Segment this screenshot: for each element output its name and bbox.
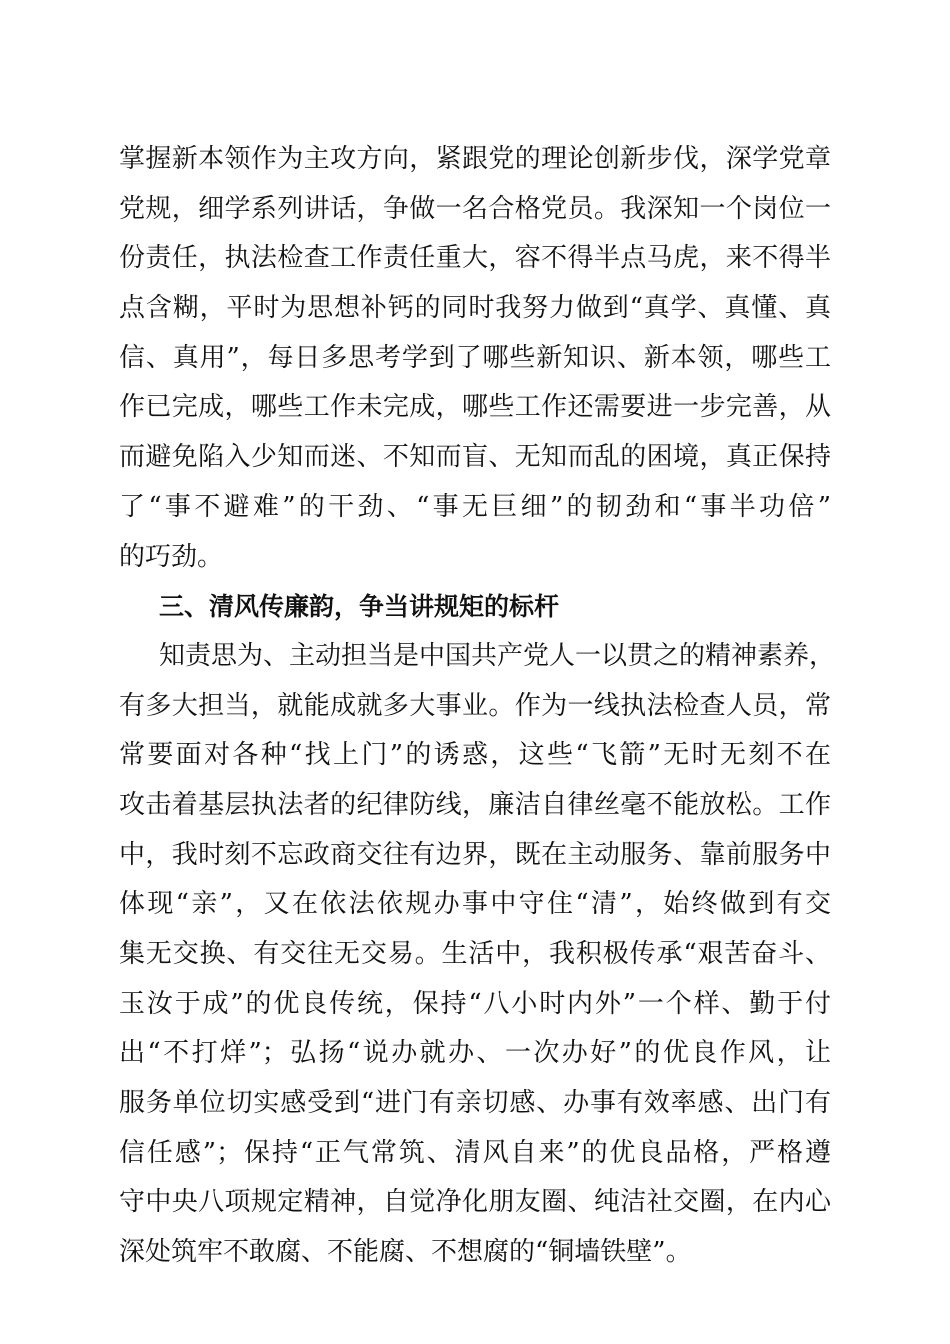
paragraph-line: 有多大担当，就能成就多大事业。作为一线执法检查人员，常: [119, 690, 831, 721]
paragraph-line: 集无交换、有交往无交易。生活中，我积极传承“艰苦奋斗、: [119, 939, 831, 969]
paragraph-continued: [119, 135, 831, 582]
paragraph-line: 点含糊，平时为思想补钙的同时我努力做到“真学、真懂、真: [119, 293, 831, 324]
paragraph-line: 服务单位切实感受到“进门有亲切感、办事有效率感、出门有: [119, 1088, 831, 1119]
paragraph-line: 作已完成，哪些工作未完成，哪些工作还需要进一步完善，从: [119, 392, 831, 423]
paragraph-section-three: [119, 632, 836, 1278]
paragraph-line: 信任感”；保持“正气常筑、清风自来”的优良品格，严格遵: [119, 1137, 831, 1168]
document-body: [119, 135, 836, 1278]
paragraph-line: 而避免陷入少知而迷、不知而盲、无知而乱的困境，真正保持: [119, 442, 831, 473]
paragraph-line: 玉汝于成”的优良传统，保持“八小时内外”一个样、勤于付: [119, 988, 831, 1019]
paragraph-line: 了“事不避难”的干劲、“事无巨细”的韧劲和“事半功倍”: [119, 491, 831, 522]
paragraph-line: 的巧劲。: [119, 541, 224, 572]
paragraph-line: 出“不打烊”；弘扬“说办就办、一次办好”的优良作风，让: [119, 1038, 831, 1069]
paragraph-line: 党规，细学系列讲话，争做一名合格党员。我深知一个岗位一: [119, 193, 831, 224]
paragraph-line: 攻击着基层执法者的纪律防线，廉洁自律丝毫不能放松。工作: [119, 789, 831, 820]
paragraph-line: 中，我时刻不忘政商交往有边界，既在主动服务、靠前服务中: [119, 839, 831, 870]
paragraph-line: 知责思为、主动担当是中国共产党人一以贯之的精神素养，: [159, 640, 836, 671]
paragraph-line: 掌握新本领作为主攻方向，紧跟党的理论创新步伐，深学党章: [119, 144, 831, 174]
paragraph-line: 深处筑牢不敢腐、不能腐、不想腐的“铜墙铁壁”。: [119, 1237, 692, 1268]
paragraph-line: 常要面对各种“找上门”的诱惑，这些“飞箭”无时无刻不在: [119, 740, 831, 771]
section-heading: 三、清风传廉韵，争当讲规矩的标杆: [159, 592, 560, 622]
paragraph-line: 体现“亲”，又在依法依规办事中守住“清”，始终做到有交: [119, 889, 831, 920]
paragraph-line: 份责任，执法检查工作责任重大，容不得半点马虎，来不得半: [119, 243, 831, 274]
paragraph-line: 守中央八项规定精神，自觉净化朋友圈、纯洁社交圈，在内心: [119, 1187, 831, 1218]
paragraph-line: 信、真用”，每日多思考学到了哪些新知识、新本领，哪些工: [119, 342, 831, 373]
